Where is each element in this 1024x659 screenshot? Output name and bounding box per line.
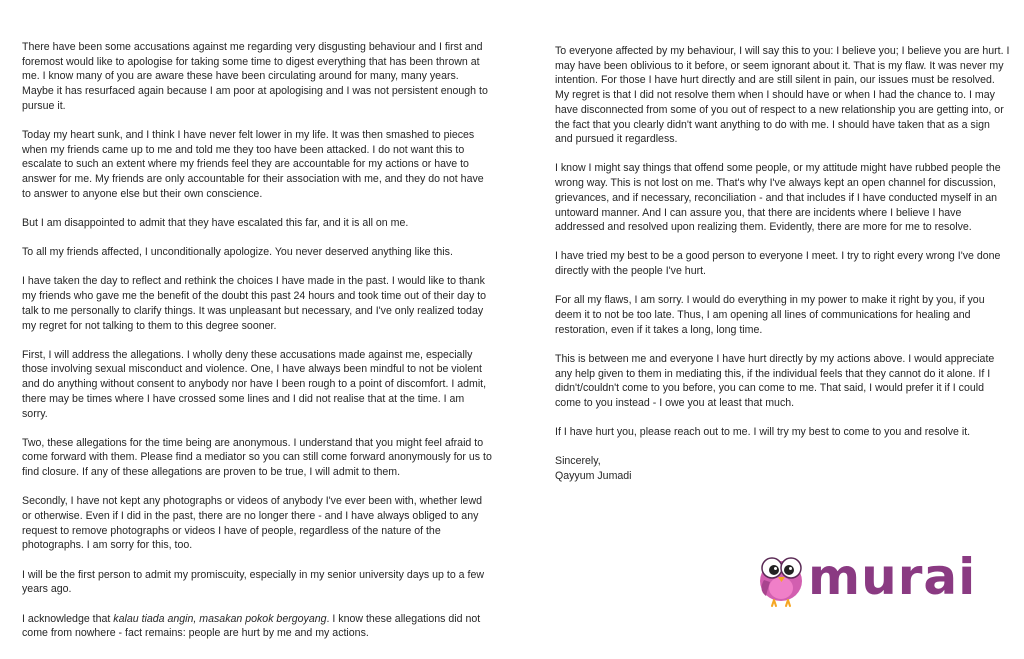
paragraph-acknowledge [22,612,492,641]
paragraph: For all my flaws, I am sorry. I would do everything in my power to make it right by you, if you deem it to not be too late. Thus, I am opening all lines of communications for healing and restoration, even if it takes a long, long time. [555,294,985,336]
paragraph: Secondly, I have not kept any photographs or videos of anybody I've ever been with, whether lewd or otherwise. Even if I did in the past, there are no longer there - and I have always obliged to any request to remove photographs or videos I have of people, regardless of the nature of the photographs. I am sorry for this, too. [22,495,482,552]
paragraph: To everyone affected by my behaviour, I will say this to you: I believe you; I believe you are hurt. I may have been oblivious to it before, or seem ignorant about it. That is my flaw. It was never my intention. For those I have hurt directly and are still silent in pain, our issues must be resolved. My regret is that I did not resolve them when I should have or when I had the chance to. I may have disconnected from some of you out of respect to a new relationship you are getting into, or the fact that you clearly didn't want anything to do with me. I should have taken that as a sign and pursued it regardless. [555,45,1010,146]
paragraph: To all my friends affected, I unconditionally apologize. You never deserved anything like this. [22,246,453,259]
signature: Qayyum Jumadi [555,470,632,483]
brand-wordmark: murai [808,548,977,606]
paragraph: I have taken the day to reflect and rethink the choices I have made in the past. I would like to thank my friends who gave me the benefit of the doubt this past 24 hours and took time out of their day to talk to me personally to clarify things. It was unpleasant but necessary, and I've only realized today my regret for not talking to them to this degree sooner. [22,275,487,332]
paragraph: I know I might say things that offend some people, or my attitude might have rubbed people the wrong way. This is not lost on me. That's why I've always kept an open channel for discussion, grievances, and if necessary, reconciliation - and that includes if I have conducted myself in an untoward manner. And I can assure you, that there are incidents where I believe I have addressed and resolved upon realizing them. Evidently, there are more for me to resolve. [555,162,1001,234]
malay-proverb: kalau tiada angin, masakan pokok bergoyang [113,612,327,625]
owl-bird-icon [756,550,808,608]
letter-right-column [555,44,1010,484]
paragraph: Today my heart sunk, and I think I have never felt lower in my life. It was then smashed to pieces when my friends came up to me and told me they too have been attacked. I do not want this to escalate to such an extent where my friends feel they are accountable for my actions or have to answer for me. My friends are only accountable for their association with me, and they do not have to answer to anyone else but their own conscience. [22,129,484,200]
closing: Sincerely, [555,455,601,468]
paragraph: I have tried my best to be a good person to everyone I meet. I try to right every wrong I've done directly with the people I've hurt. [555,250,1001,278]
paragraph: If I have hurt you, please reach out to me. I will try my best to come to you and resolve it. [555,426,971,439]
murai-logo [756,550,976,610]
paragraph: I will be the first person to admit my promiscuity, especially in my senior university days up to a few years ago. [22,568,484,596]
paragraph: But I am disappointed to admit that they have escalated this far, and it is all on me. [22,217,409,230]
paragraph: This is between me and everyone I have hurt directly by my actions above. I would appreciate any help given to them in mediating this, if the individual feels that they cannot do it alone. If I didn't/couldn't come to you before, you can come to me. That said, I would prefer it if I could come to you instead - I owe you at least that much. [555,352,995,410]
text-segment: I acknowledge that [22,612,114,625]
paragraph: There have been some accusations against me regarding very disgusting behaviour and I first and foremost would like to apologise for taking some time to digest everything that has been thrown at me. I know many of you are aware these have been circulating around for many, many years. Maybe it has resurfaced again because I am poor at apologising and I was not persistent enough to pursue it. [22,41,488,112]
letter-left-column [22,40,492,656]
text-segment: . I know these allegations did not come from nowhere - fact remains: people are hurt by me and my actions. [22,612,481,640]
paragraph: First, I will address the allegations. I wholly deny these accusations made against me, especially those involving sexual misconduct and violence. One, I have always been mindful to not be violent and do anything without consent to anybody nor have I been rough to a point of discomfort. I admit, there may be times where I have crossed some lines and I did not realise that at the time. I am sorry. [22,348,487,420]
paragraph: Two, these allegations for the time being are anonymous. I understand that you might feel afraid to come forward with them. Please find a mediator so you can still come forward anonymously for us to find closure. If any of these allegations are proven to be true, I will admit to them. [22,436,492,479]
